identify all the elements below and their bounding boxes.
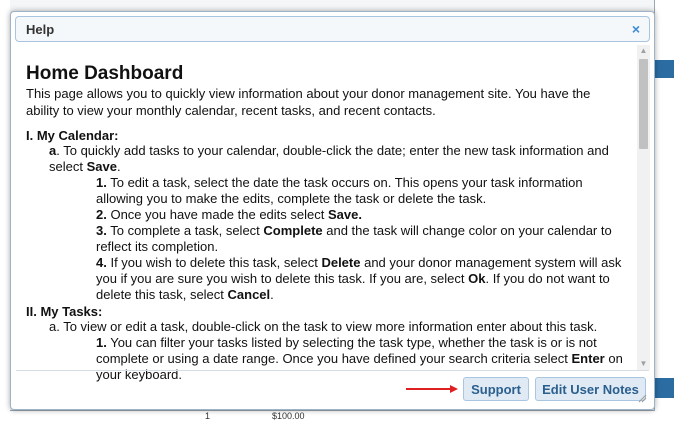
background-left-edge	[0, 0, 10, 423]
scroll-down-arrow-icon[interactable]: ▼	[639, 359, 648, 368]
section-title-tasks: II. My Tasks:	[26, 304, 103, 319]
calendar-item-2: 2. Once you have made the edits select Save.	[96, 207, 362, 222]
tasks-step-a: a. To view or edit a task, double-click on the task to view more information enter about this task.	[49, 319, 598, 334]
calendar-step-a: a. To quickly add tasks to your calendar, double-click the date; enter the new task information and select Save.	[49, 143, 609, 174]
background-right-edge	[654, 0, 674, 423]
support-button[interactable]: Support	[463, 377, 529, 401]
close-icon[interactable]: ×	[631, 21, 641, 37]
help-content[interactable]	[16, 47, 640, 382]
page-heading: Home Dashboard	[26, 63, 184, 84]
background-table-row	[10, 410, 655, 424]
calendar-item-1: 1. To edit a task, select the date the task occurs on. This opens your task information allowing you to make the edits, complete the task or delete the task.	[96, 175, 583, 206]
background-blue-band	[655, 378, 674, 398]
help-dialog	[10, 11, 655, 410]
background-cell-amount: $100.00	[272, 411, 305, 421]
edit-user-notes-button[interactable]: Edit User Notes	[535, 377, 646, 401]
dialog-footer	[16, 370, 649, 405]
section-title-calendar: I. My Calendar:	[26, 128, 119, 143]
tasks-item-1: 1. You can filter your tasks listed by selecting the task type, whether the task is or is not complete or using a date range. Once you have defined your search criteria select Enter on your keyboard.	[96, 335, 623, 382]
scroll-up-arrow-icon[interactable]: ▲	[639, 46, 648, 55]
content-scrollbar[interactable]	[637, 45, 650, 370]
calendar-item-3: 3. To complete a task, select Complete and the task will change color on your calendar to reflect its completion.	[96, 223, 612, 254]
background-cell-number: 1	[205, 411, 211, 421]
dialog-title: Help	[26, 22, 55, 37]
scroll-thumb[interactable]	[639, 59, 648, 149]
resize-grip-icon[interactable]	[638, 394, 646, 402]
calendar-item-4: 4. If you wish to delete this task, select Delete and your donor management system will ask you if you are sure you wish to delete this task. If you are, select Ok. If you do not want to delete this task, select Cancel.	[96, 255, 622, 302]
background-blue-band	[655, 60, 674, 78]
intro-text: This page allows you to quickly view information about your donor management site. You have the ability to view your monthly calendar, recent tasks, and recent contacts.	[26, 86, 591, 118]
dialog-titlebar[interactable]	[15, 16, 650, 42]
red-arrow-icon	[406, 384, 458, 394]
